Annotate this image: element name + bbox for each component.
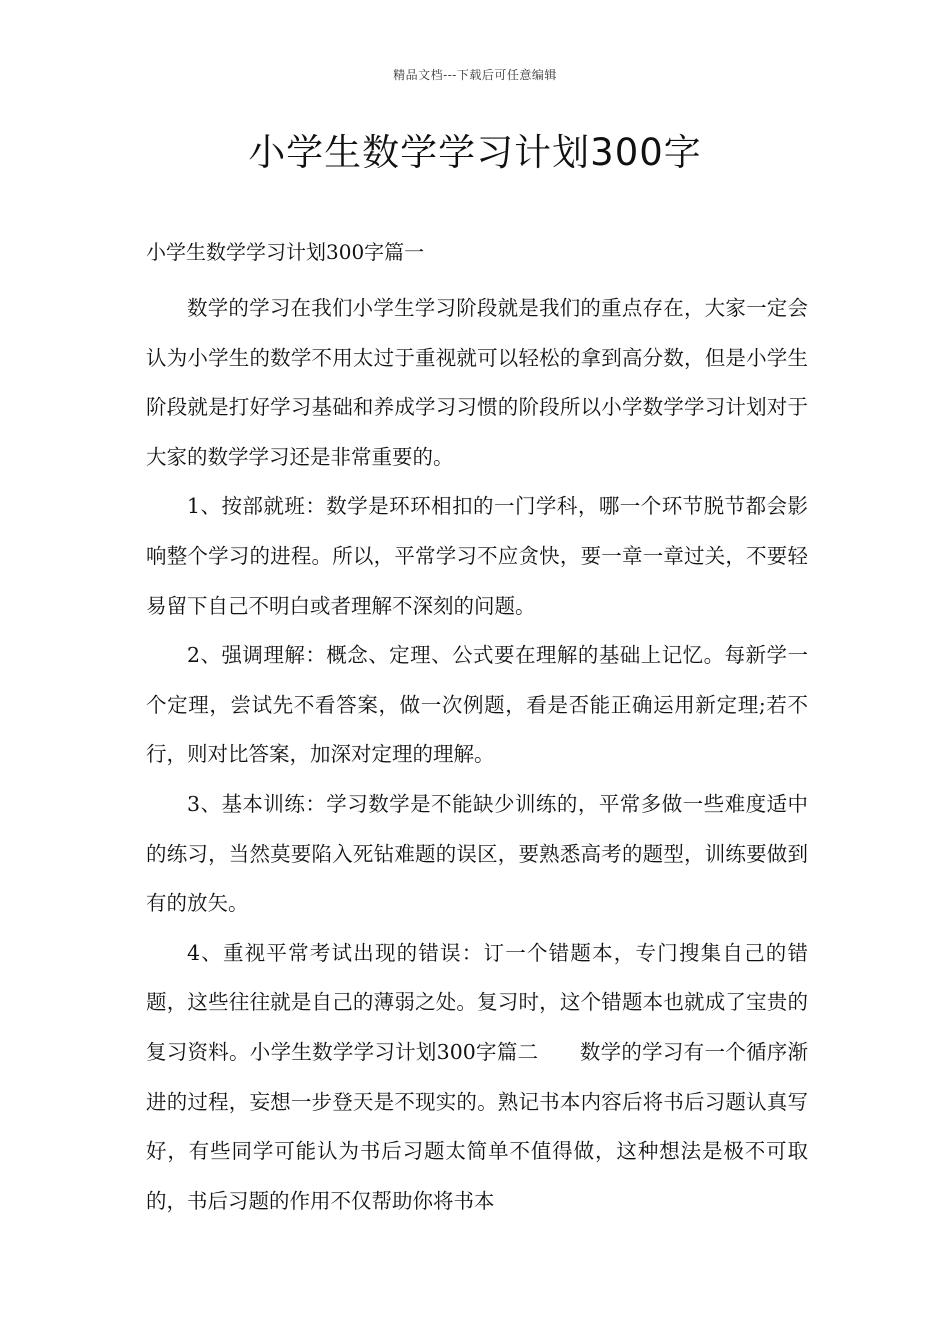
paragraph-intro: 数学的学习在我们小学生学习阶段就是我们的重点存在，大家一定会认为小学生的数学不用太过于重视就可以轻松的拿到高分数，但是小学生阶段就是打好学习基础和养成学习习惯的阶段所以小学数学学习计划对于大家的数学学习还是非常重要的。	[146, 296, 808, 469]
document-title: 小学生数学学习计划300字	[248, 131, 702, 174]
paragraph-point-2: 2、强调理解：概念、定理、公式要在理解的基础上记忆。每新学一个定理，尝试先不看答案，做一次例题，看是否能正确运用新定理;若不行，则对比答案，加深对定理的理解。	[146, 643, 808, 767]
paragraph-point-4: 4、重视平常考试出现的错误：订一个错题本，专门搜集自己的错题，这些往往就是自己的薄弱之处。复习时，这个错题本也就成了宝贵的复习资料。小学生数学学习计划300字篇二 数学的学习有一个循序渐进的过程，妄想一步登天是不现实的。熟记书本内容后将书后习题认真写好，有些同学可能认为书后习题太简单不值得做，这种想法是极不可取的，书后习题的作用不仅帮助你将书本	[146, 940, 808, 1213]
paragraph-point-3: 3、基本训练：学习数学是不能缺少训练的，平常多做一些难度适中的练习，当然莫要陷入死钻难题的误区，要熟悉高考的题型，训练要做到有的放矢。	[146, 791, 808, 916]
document-body	[146, 284, 808, 1226]
section-heading: 小学生数学学习计划300字篇一	[146, 240, 425, 264]
header-note: 精品文档---下载后可任意编辑	[393, 68, 557, 82]
paragraph-point-1: 1、按部就班：数学是环环相扣的一门学科，哪一个环节脱节都会影响整个学习的进程。所以，平常学习不应贪快，要一章一章过关，不要轻易留下自己不明白或者理解不深刻的问题。	[146, 494, 808, 618]
